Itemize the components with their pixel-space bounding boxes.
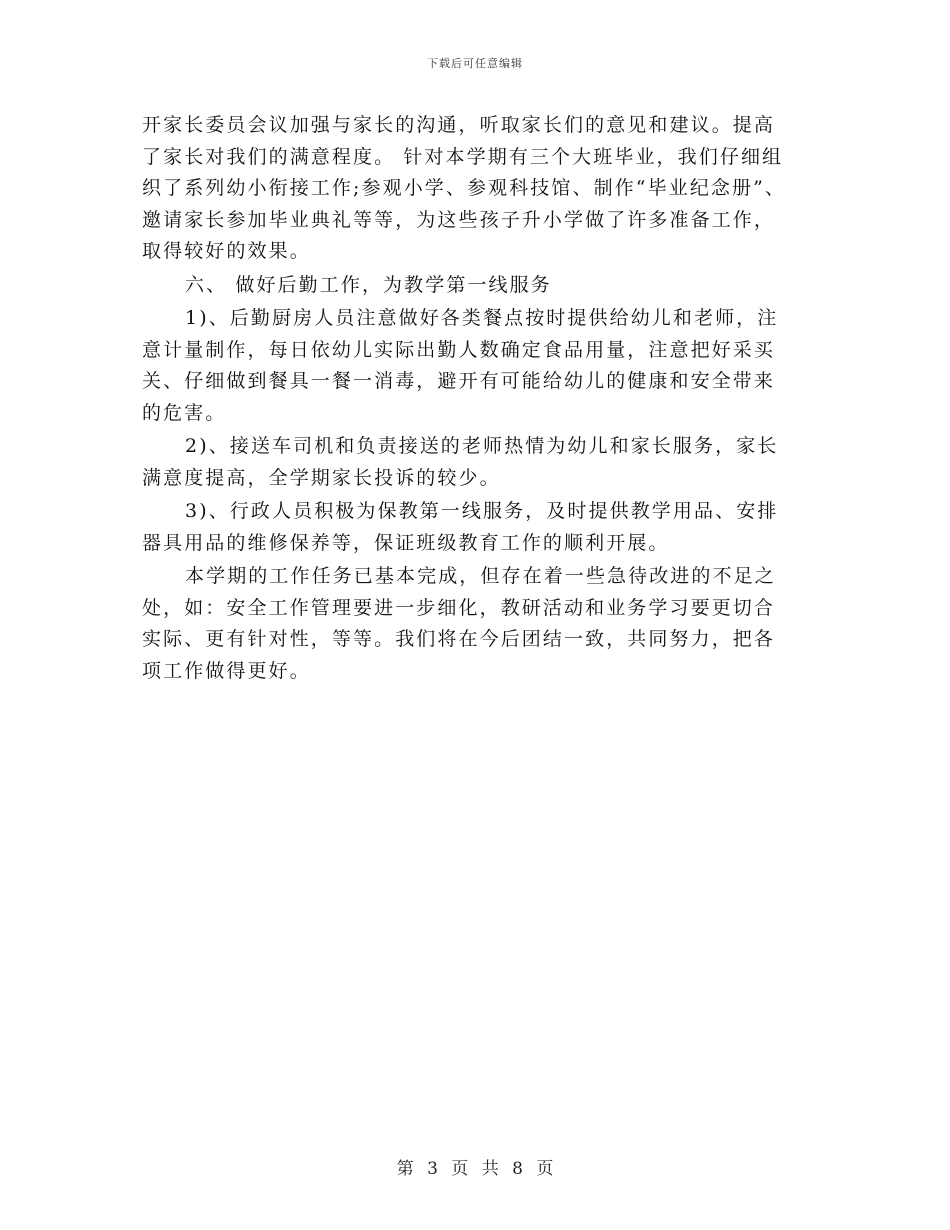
paragraph-item-2 (142, 431, 812, 494)
text-line: 关、仔细做到餐具一餐一消毒，避开有可能给幼儿的健康和安全带来 (142, 370, 776, 392)
text-line: 3)、行政人员积极为保教第一线服务，及时提供教学用品、安排 (185, 500, 779, 522)
text-line: 1)、后勤厨房人员注意做好各类餐点按时提供给幼儿和老师，注 (185, 307, 779, 329)
paragraph-item-1 (142, 303, 812, 429)
text-line: 意计量制作，每日依幼儿实际出勤人数确定食品用量，注意把好采买 (142, 338, 776, 361)
text-line: 2)、接送车司机和负责接送的老师热情为幼儿和家长服务，家长 (185, 435, 779, 457)
text-line: 本学期的工作任务已基本完成，但存在着一些急待改进的不足之 (185, 565, 776, 587)
page-number-footer: 第 3 页 共 8 页 (396, 1159, 554, 1179)
page-header-note: 下载后可任意编辑 (427, 57, 523, 70)
text-line: 开家长委员会议加强与家长的沟通，听取家长们的意见和建议。提高 (142, 114, 776, 136)
text-line: 了家长对我们的满意程度。 针对本学期有三个大班毕业，我们仔细组 (142, 145, 784, 168)
text-line: 取得较好的效果。 (142, 240, 311, 262)
text-line: 实际、更有针对性，等等。我们将在今后团结一致，共同努力，把各 (142, 628, 776, 650)
text-line: 项工作做得更好。 (142, 659, 311, 682)
paragraph-summary (142, 561, 812, 687)
document-body (142, 110, 812, 687)
text-line: 器具用品的维修保养等，保证班级教育工作的顺利开展。 (142, 531, 670, 554)
text-line: 织了系列幼小衔接工作;参观小学、参观科技馆、制作“毕业纪念册”、 (142, 177, 787, 199)
text-line: 邀请家长参加毕业典礼等等，为这些孩子升小学做了许多准备工作， (142, 208, 776, 231)
paragraph-item-3 (142, 496, 812, 559)
text-line: 处，如：安全工作管理要进一步细化，教研活动和业务学习要更切合 (142, 596, 776, 619)
section-heading-text: 六、 做好后勤工作，为教学第一线服务 (185, 273, 552, 296)
section-heading-six (142, 270, 812, 302)
text-line: 满意度提高，全学期家长投诉的较少。 (142, 466, 501, 489)
text-line: 的危害。 (142, 401, 227, 424)
paragraph-continuation (142, 110, 812, 268)
